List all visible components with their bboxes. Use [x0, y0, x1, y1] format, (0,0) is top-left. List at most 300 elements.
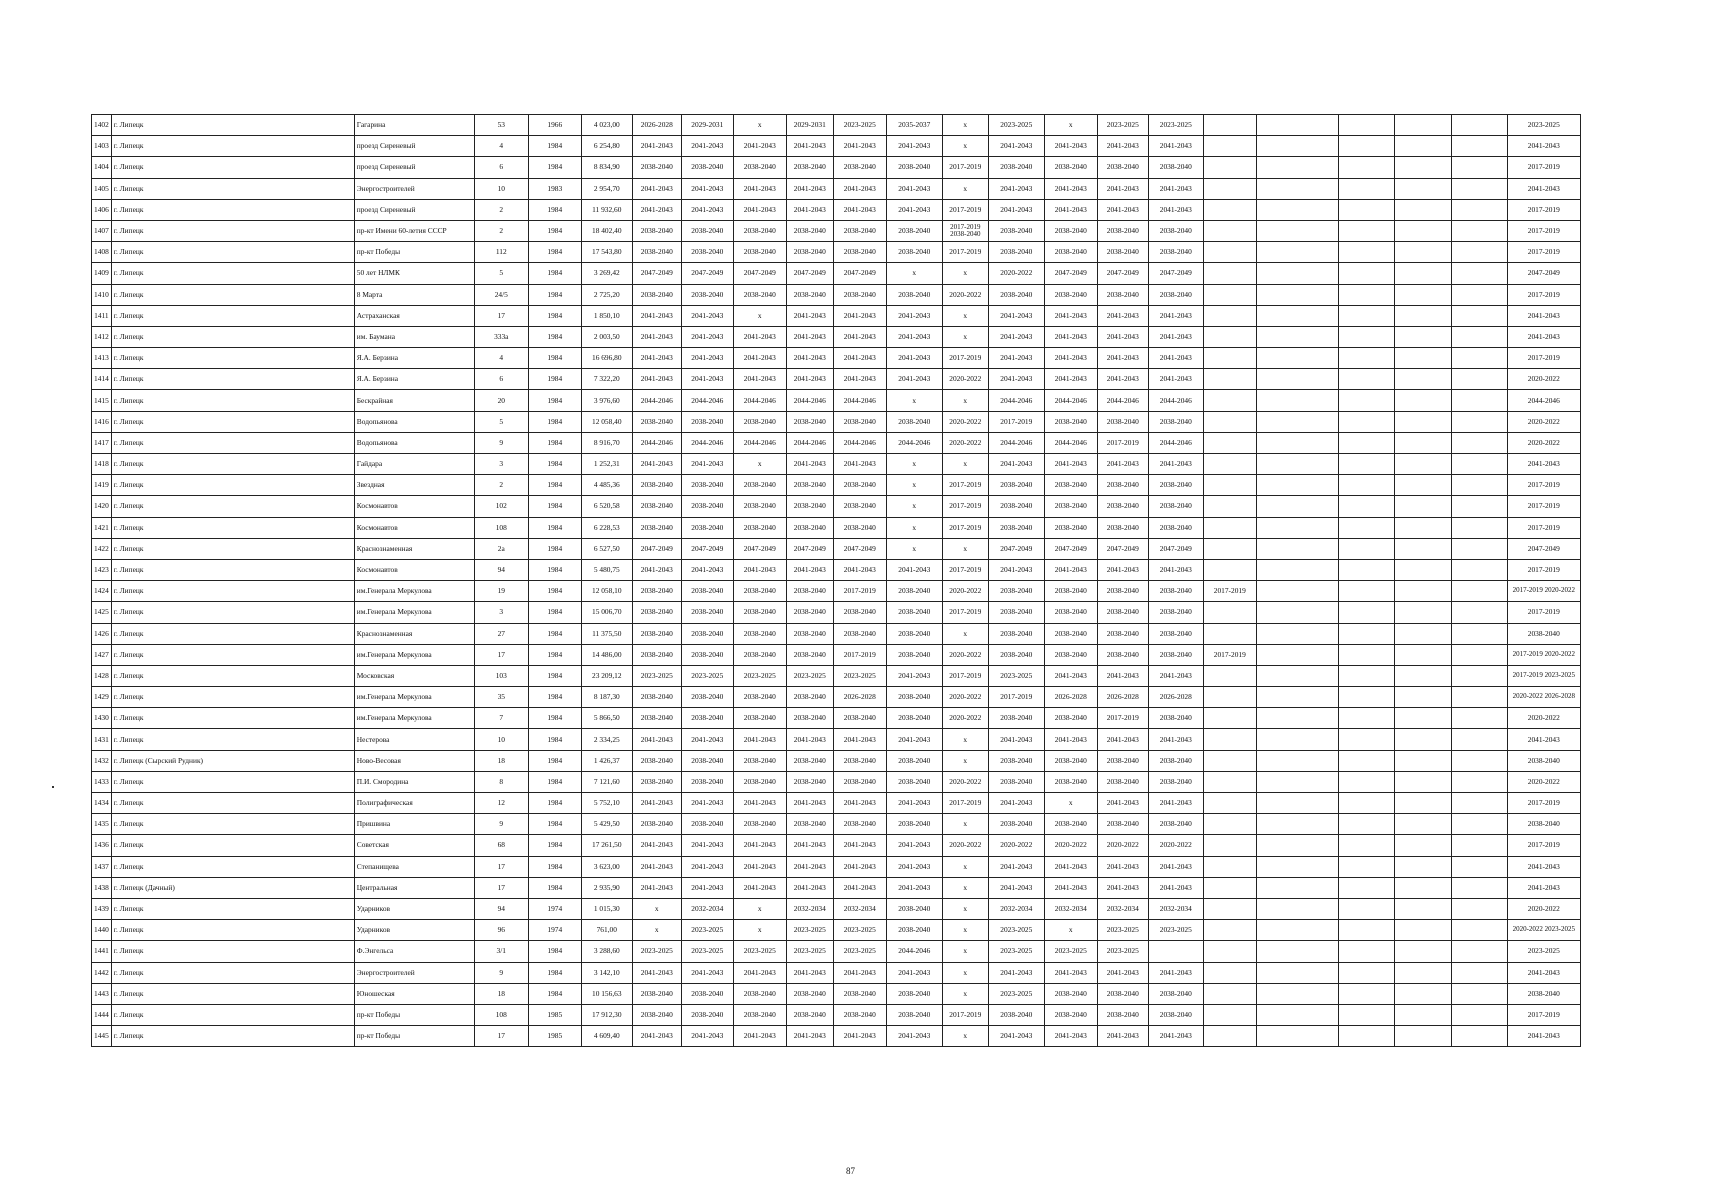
- cell-period-1: 2041-2043: [632, 877, 681, 898]
- cell-period-11: 2041-2043: [1148, 856, 1203, 877]
- cell-street: Энергостроителей: [354, 178, 474, 199]
- cell-locality: г. Липецк: [111, 284, 354, 305]
- cell-locality: г. Липецк: [111, 559, 354, 580]
- cell-period-10: 2038-2040: [1097, 496, 1148, 517]
- cell-period-7: х: [942, 115, 988, 136]
- cell-period-11: 2032-2034: [1148, 898, 1203, 919]
- cell-period-14: [1338, 1026, 1394, 1047]
- cell-period-7: 2020-2022: [942, 432, 988, 453]
- cell-period-11: 2038-2040: [1148, 517, 1203, 538]
- cell-period-13: [1256, 983, 1338, 1004]
- cell-period-5: 2032-2034: [833, 898, 886, 919]
- cell-house-number: 2: [474, 220, 528, 241]
- cell-period-6: 2041-2043: [886, 326, 942, 347]
- cell-period-4: 2038-2040: [786, 475, 833, 496]
- cell-row-number: 1445: [92, 1026, 112, 1047]
- cell-period-12: [1203, 771, 1256, 792]
- cell-period-14: [1338, 390, 1394, 411]
- cell-year-built: 1974: [528, 920, 581, 941]
- cell-period-3: 2041-2043: [733, 369, 786, 390]
- cell-year-built: 1984: [528, 454, 581, 475]
- cell-area: 4 609,40: [581, 1026, 632, 1047]
- cell-house-number: 2: [474, 199, 528, 220]
- cell-period-1: 2038-2040: [632, 602, 681, 623]
- cell-period-3: 2041-2043: [733, 559, 786, 580]
- table-row: [92, 326, 1581, 347]
- cell-period-4: 2041-2043: [786, 559, 833, 580]
- cell-period-7: 2017-2019: [942, 199, 988, 220]
- cell-period-3: 2023-2025: [733, 665, 786, 686]
- cell-period-9: 2023-2025: [1044, 941, 1097, 962]
- cell-period-15: [1394, 454, 1451, 475]
- cell-period-15: [1394, 877, 1451, 898]
- cell-period-1: 2047-2049: [632, 263, 681, 284]
- cell-street: Космонавтов: [354, 517, 474, 538]
- cell-period-16: [1451, 581, 1507, 602]
- cell-period-10: 2041-2043: [1097, 199, 1148, 220]
- cell-period-15: [1394, 920, 1451, 941]
- cell-period-8: 2038-2040: [988, 581, 1044, 602]
- cell-period-7: 2017-2019: [942, 665, 988, 686]
- cell-period-15: [1394, 326, 1451, 347]
- cell-period-12: [1203, 326, 1256, 347]
- cell-area: 3 142,10: [581, 962, 632, 983]
- cell-period-1: 2041-2043: [632, 369, 681, 390]
- cell-period-16: [1451, 136, 1507, 157]
- cell-period-7: 2017-2019: [942, 559, 988, 580]
- cell-year-built: 1984: [528, 962, 581, 983]
- cell-period-6: 2041-2043: [886, 199, 942, 220]
- cell-street: 50 лет НЛМК: [354, 263, 474, 284]
- cell-locality: г. Липецк: [111, 454, 354, 475]
- cell-period-13: [1256, 284, 1338, 305]
- cell-year-built: 1984: [528, 602, 581, 623]
- cell-period-15: [1394, 199, 1451, 220]
- cell-period-12: [1203, 729, 1256, 750]
- table-row: [92, 835, 1581, 856]
- cell-period-10: 2017-2019: [1097, 432, 1148, 453]
- cell-year-built: 1984: [528, 644, 581, 665]
- cell-locality: г. Липецк: [111, 1026, 354, 1047]
- cell-period-6: 2041-2043: [886, 793, 942, 814]
- cell-period-10: 2038-2040: [1097, 517, 1148, 538]
- cell-house-number: 3: [474, 454, 528, 475]
- cell-street: Ф.Энгельса: [354, 941, 474, 962]
- cell-period-4: 2044-2046: [786, 432, 833, 453]
- table-row: [92, 1004, 1581, 1025]
- table-row: [92, 178, 1581, 199]
- cell-overall-period: 2020-2022 2023-2025: [1507, 920, 1580, 941]
- cell-period-3: 2038-2040: [733, 602, 786, 623]
- cell-period-15: [1394, 496, 1451, 517]
- cell-period-8: 2023-2025: [988, 920, 1044, 941]
- cell-period-10: 2041-2043: [1097, 1026, 1148, 1047]
- cell-period-4: 2038-2040: [786, 242, 833, 263]
- cell-period-4: 2041-2043: [786, 877, 833, 898]
- cell-period-15: [1394, 369, 1451, 390]
- cell-period-16: [1451, 793, 1507, 814]
- cell-area: 2 003,50: [581, 326, 632, 347]
- cell-period-8: 2038-2040: [988, 771, 1044, 792]
- cell-locality: г. Липецк: [111, 962, 354, 983]
- cell-row-number: 1417: [92, 432, 112, 453]
- cell-locality: г. Липецк: [111, 517, 354, 538]
- cell-period-11: 2041-2043: [1148, 559, 1203, 580]
- cell-overall-period: 2017-2019: [1507, 559, 1580, 580]
- cell-row-number: 1436: [92, 835, 112, 856]
- cell-period-13: [1256, 263, 1338, 284]
- cell-house-number: 4: [474, 136, 528, 157]
- cell-period-6: 2041-2043: [886, 178, 942, 199]
- cell-period-7: х: [942, 962, 988, 983]
- cell-period-15: [1394, 835, 1451, 856]
- cell-period-10: 2041-2043: [1097, 326, 1148, 347]
- cell-period-12: [1203, 157, 1256, 178]
- cell-period-3: 2038-2040: [733, 814, 786, 835]
- cell-period-9: 2038-2040: [1044, 581, 1097, 602]
- cell-period-3: х: [733, 115, 786, 136]
- cell-area: 6 520,58: [581, 496, 632, 517]
- cell-period-9: 2026-2028: [1044, 687, 1097, 708]
- cell-period-1: 2041-2043: [632, 136, 681, 157]
- cell-period-4: 2047-2049: [786, 263, 833, 284]
- cell-period-10: 2038-2040: [1097, 814, 1148, 835]
- cell-period-11: 2038-2040: [1148, 1004, 1203, 1025]
- cell-street: Ударников: [354, 920, 474, 941]
- cell-year-built: 1984: [528, 411, 581, 432]
- cell-period-13: [1256, 602, 1338, 623]
- cell-period-7: 2020-2022: [942, 411, 988, 432]
- cell-period-6: 2041-2043: [886, 369, 942, 390]
- margin-mark: [52, 786, 54, 788]
- cell-period-15: [1394, 305, 1451, 326]
- cell-period-13: [1256, 475, 1338, 496]
- cell-locality: г. Липецк: [111, 793, 354, 814]
- cell-area: 17 261,50: [581, 835, 632, 856]
- cell-period-11: 2038-2040: [1148, 708, 1203, 729]
- cell-period-14: [1338, 559, 1394, 580]
- cell-street: Гайдара: [354, 454, 474, 475]
- cell-period-5: 2041-2043: [833, 835, 886, 856]
- cell-period-4: 2032-2034: [786, 898, 833, 919]
- cell-period-14: [1338, 665, 1394, 686]
- cell-period-11: 2041-2043: [1148, 199, 1203, 220]
- cell-period-8: 2038-2040: [988, 220, 1044, 241]
- cell-year-built: 1984: [528, 220, 581, 241]
- cell-period-8: 2017-2019: [988, 411, 1044, 432]
- cell-period-7: 2020-2022: [942, 581, 988, 602]
- cell-overall-period: 2017-2019: [1507, 793, 1580, 814]
- cell-period-6: 2038-2040: [886, 687, 942, 708]
- cell-period-7: 2020-2022: [942, 369, 988, 390]
- cell-period-7: х: [942, 983, 988, 1004]
- cell-period-3: 2041-2043: [733, 1026, 786, 1047]
- cell-year-built: 1984: [528, 348, 581, 369]
- cell-period-1: 2038-2040: [632, 411, 681, 432]
- cell-year-built: 1984: [528, 157, 581, 178]
- cell-area: 14 486,00: [581, 644, 632, 665]
- cell-period-2: 2041-2043: [681, 729, 733, 750]
- cell-period-15: [1394, 263, 1451, 284]
- cell-period-3: 2038-2040: [733, 242, 786, 263]
- cell-overall-period: 2017-2019: [1507, 220, 1580, 241]
- cell-period-14: [1338, 877, 1394, 898]
- cell-locality: г. Липецк: [111, 729, 354, 750]
- cell-period-10: 2041-2043: [1097, 856, 1148, 877]
- cell-period-6: 2041-2043: [886, 835, 942, 856]
- cell-period-6: 2044-2046: [886, 432, 942, 453]
- cell-period-10: 2023-2025: [1097, 115, 1148, 136]
- cell-row-number: 1405: [92, 178, 112, 199]
- cell-period-2: 2038-2040: [681, 411, 733, 432]
- cell-period-3: 2041-2043: [733, 856, 786, 877]
- table-row: [92, 983, 1581, 1004]
- cell-row-number: 1426: [92, 623, 112, 644]
- cell-street: проезд Сиреневый: [354, 157, 474, 178]
- cell-period-3: 2041-2043: [733, 178, 786, 199]
- cell-period-9: 2038-2040: [1044, 220, 1097, 241]
- cell-street: Степанищева: [354, 856, 474, 877]
- cell-area: 15 006,70: [581, 602, 632, 623]
- cell-period-1: 2041-2043: [632, 729, 681, 750]
- cell-period-7: 2020-2022: [942, 771, 988, 792]
- cell-year-built: 1984: [528, 326, 581, 347]
- cell-period-1: 2041-2043: [632, 793, 681, 814]
- cell-period-9: 2041-2043: [1044, 369, 1097, 390]
- cell-period-8: 2038-2040: [988, 623, 1044, 644]
- cell-period-5: 2038-2040: [833, 517, 886, 538]
- cell-period-9: 2041-2043: [1044, 559, 1097, 580]
- cell-row-number: 1431: [92, 729, 112, 750]
- cell-overall-period: 2017-2019: [1507, 242, 1580, 263]
- cell-period-16: [1451, 1026, 1507, 1047]
- cell-year-built: 1984: [528, 729, 581, 750]
- cell-period-12: [1203, 856, 1256, 877]
- cell-street: им.Генерала Меркулова: [354, 687, 474, 708]
- cell-period-9: 2041-2043: [1044, 665, 1097, 686]
- cell-period-5: 2023-2025: [833, 115, 886, 136]
- cell-period-3: 2038-2040: [733, 157, 786, 178]
- cell-row-number: 1403: [92, 136, 112, 157]
- cell-period-12: [1203, 835, 1256, 856]
- cell-period-16: [1451, 602, 1507, 623]
- cell-period-11: 2023-2025: [1148, 115, 1203, 136]
- cell-period-11: 2041-2043: [1148, 305, 1203, 326]
- cell-period-12: [1203, 305, 1256, 326]
- cell-period-11: 2041-2043: [1148, 454, 1203, 475]
- cell-period-5: 2038-2040: [833, 602, 886, 623]
- cell-period-16: [1451, 835, 1507, 856]
- cell-period-5: 2041-2043: [833, 369, 886, 390]
- cell-overall-period: 2017-2019 2020-2022: [1507, 581, 1580, 602]
- cell-period-10: 2038-2040: [1097, 771, 1148, 792]
- cell-locality: г. Липецк: [111, 835, 354, 856]
- table-row: [92, 220, 1581, 241]
- cell-period-9: 2038-2040: [1044, 602, 1097, 623]
- cell-period-16: [1451, 898, 1507, 919]
- cell-period-4: 2023-2025: [786, 941, 833, 962]
- cell-period-4: 2038-2040: [786, 1004, 833, 1025]
- cell-period-1: 2038-2040: [632, 708, 681, 729]
- table-row: [92, 157, 1581, 178]
- table-row: [92, 623, 1581, 644]
- cell-period-4: 2041-2043: [786, 348, 833, 369]
- cell-period-13: [1256, 729, 1338, 750]
- cell-period-12: [1203, 623, 1256, 644]
- cell-period-3: 2041-2043: [733, 136, 786, 157]
- cell-row-number: 1410: [92, 284, 112, 305]
- cell-period-13: [1256, 644, 1338, 665]
- cell-period-15: [1394, 538, 1451, 559]
- cell-period-10: 2041-2043: [1097, 454, 1148, 475]
- cell-period-16: [1451, 157, 1507, 178]
- cell-year-built: 1984: [528, 835, 581, 856]
- cell-period-16: [1451, 411, 1507, 432]
- cell-street: Центральная: [354, 877, 474, 898]
- cell-period-2: 2038-2040: [681, 220, 733, 241]
- cell-period-3: 2038-2040: [733, 708, 786, 729]
- cell-row-number: 1443: [92, 983, 112, 1004]
- cell-period-2: 2023-2025: [681, 665, 733, 686]
- cell-period-5: 2044-2046: [833, 390, 886, 411]
- cell-street: Краснознаменная: [354, 538, 474, 559]
- cell-area: 5 752,10: [581, 793, 632, 814]
- cell-period-15: [1394, 242, 1451, 263]
- cell-period-7: х: [942, 1026, 988, 1047]
- cell-period-15: [1394, 623, 1451, 644]
- cell-area: 17 912,30: [581, 1004, 632, 1025]
- cell-period-7: х: [942, 178, 988, 199]
- cell-house-number: 10: [474, 729, 528, 750]
- cell-period-1: 2023-2025: [632, 665, 681, 686]
- cell-period-13: [1256, 559, 1338, 580]
- cell-row-number: 1427: [92, 644, 112, 665]
- cell-period-14: [1338, 305, 1394, 326]
- cell-period-13: [1256, 962, 1338, 983]
- cell-period-10: 2038-2040: [1097, 623, 1148, 644]
- cell-street: Юношеская: [354, 983, 474, 1004]
- cell-period-9: 2041-2043: [1044, 877, 1097, 898]
- cell-locality: г. Липецк: [111, 856, 354, 877]
- cell-locality: г. Липецк: [111, 242, 354, 263]
- cell-period-1: 2038-2040: [632, 750, 681, 771]
- cell-period-13: [1256, 581, 1338, 602]
- cell-year-built: 1984: [528, 242, 581, 263]
- cell-house-number: 9: [474, 962, 528, 983]
- cell-period-5: 2038-2040: [833, 157, 886, 178]
- cell-period-12: [1203, 983, 1256, 1004]
- cell-period-3: 2038-2040: [733, 581, 786, 602]
- cell-period-12: 2017-2019: [1203, 581, 1256, 602]
- table-row: [92, 687, 1581, 708]
- cell-overall-period: 2020-2022: [1507, 432, 1580, 453]
- cell-period-8: 2038-2040: [988, 1004, 1044, 1025]
- cell-period-12: [1203, 284, 1256, 305]
- cell-period-13: [1256, 432, 1338, 453]
- cell-period-14: [1338, 814, 1394, 835]
- cell-period-5: 2041-2043: [833, 877, 886, 898]
- cell-area: 12 058,10: [581, 581, 632, 602]
- cell-period-9: 2047-2049: [1044, 263, 1097, 284]
- table-row: [92, 962, 1581, 983]
- cell-period-4: 2041-2043: [786, 729, 833, 750]
- cell-period-11: 2038-2040: [1148, 242, 1203, 263]
- cell-period-12: [1203, 1026, 1256, 1047]
- cell-locality: г. Липецк: [111, 348, 354, 369]
- cell-period-13: [1256, 771, 1338, 792]
- cell-period-4: 2041-2043: [786, 326, 833, 347]
- cell-locality: г. Липецк: [111, 115, 354, 136]
- cell-period-12: [1203, 136, 1256, 157]
- cell-period-16: [1451, 920, 1507, 941]
- cell-period-5: 2038-2040: [833, 284, 886, 305]
- cell-row-number: 1429: [92, 687, 112, 708]
- cell-house-number: 3: [474, 602, 528, 623]
- cell-period-4: 2038-2040: [786, 623, 833, 644]
- cell-period-5: 2038-2040: [833, 242, 886, 263]
- cell-period-1: 2038-2040: [632, 220, 681, 241]
- cell-period-14: [1338, 242, 1394, 263]
- cell-period-4: 2044-2046: [786, 390, 833, 411]
- cell-period-13: [1256, 856, 1338, 877]
- cell-period-6: х: [886, 390, 942, 411]
- cell-period-8: 2041-2043: [988, 326, 1044, 347]
- cell-row-number: 1419: [92, 475, 112, 496]
- table-row: [92, 305, 1581, 326]
- cell-period-1: 2038-2040: [632, 581, 681, 602]
- cell-area: 2 935,90: [581, 877, 632, 898]
- cell-period-14: [1338, 581, 1394, 602]
- cell-period-9: 2032-2034: [1044, 898, 1097, 919]
- cell-period-11: 2041-2043: [1148, 326, 1203, 347]
- cell-area: 1 426,37: [581, 750, 632, 771]
- cell-period-11: 2038-2040: [1148, 814, 1203, 835]
- cell-house-number: 68: [474, 835, 528, 856]
- cell-row-number: 1406: [92, 199, 112, 220]
- cell-period-5: 2041-2043: [833, 348, 886, 369]
- cell-period-4: 2041-2043: [786, 199, 833, 220]
- cell-period-3: 2038-2040: [733, 496, 786, 517]
- cell-period-12: [1203, 432, 1256, 453]
- cell-period-15: [1394, 115, 1451, 136]
- cell-period-9: 2038-2040: [1044, 475, 1097, 496]
- cell-overall-period: 2038-2040: [1507, 623, 1580, 644]
- cell-period-2: 2044-2046: [681, 390, 733, 411]
- cell-period-3: 2038-2040: [733, 220, 786, 241]
- cell-row-number: 1421: [92, 517, 112, 538]
- cell-period-3: 2038-2040: [733, 750, 786, 771]
- cell-period-10: 2038-2040: [1097, 284, 1148, 305]
- cell-period-7: 2017-2019: [942, 496, 988, 517]
- cell-area: 2 725,20: [581, 284, 632, 305]
- cell-overall-period: 2020-2022: [1507, 771, 1580, 792]
- cell-period-6: 2038-2040: [886, 708, 942, 729]
- cell-period-10: 2038-2040: [1097, 1004, 1148, 1025]
- cell-period-3: 2041-2043: [733, 793, 786, 814]
- cell-period-10: 2047-2049: [1097, 538, 1148, 559]
- cell-period-13: [1256, 348, 1338, 369]
- cell-overall-period: 2041-2043: [1507, 136, 1580, 157]
- cell-period-2: 2038-2040: [681, 644, 733, 665]
- cell-period-15: [1394, 644, 1451, 665]
- cell-period-2: 2041-2043: [681, 136, 733, 157]
- table-row: [92, 284, 1581, 305]
- cell-locality: г. Липецк: [111, 305, 354, 326]
- cell-period-1: 2038-2040: [632, 1004, 681, 1025]
- table-row: [92, 814, 1581, 835]
- cell-period-13: [1256, 877, 1338, 898]
- cell-period-13: [1256, 920, 1338, 941]
